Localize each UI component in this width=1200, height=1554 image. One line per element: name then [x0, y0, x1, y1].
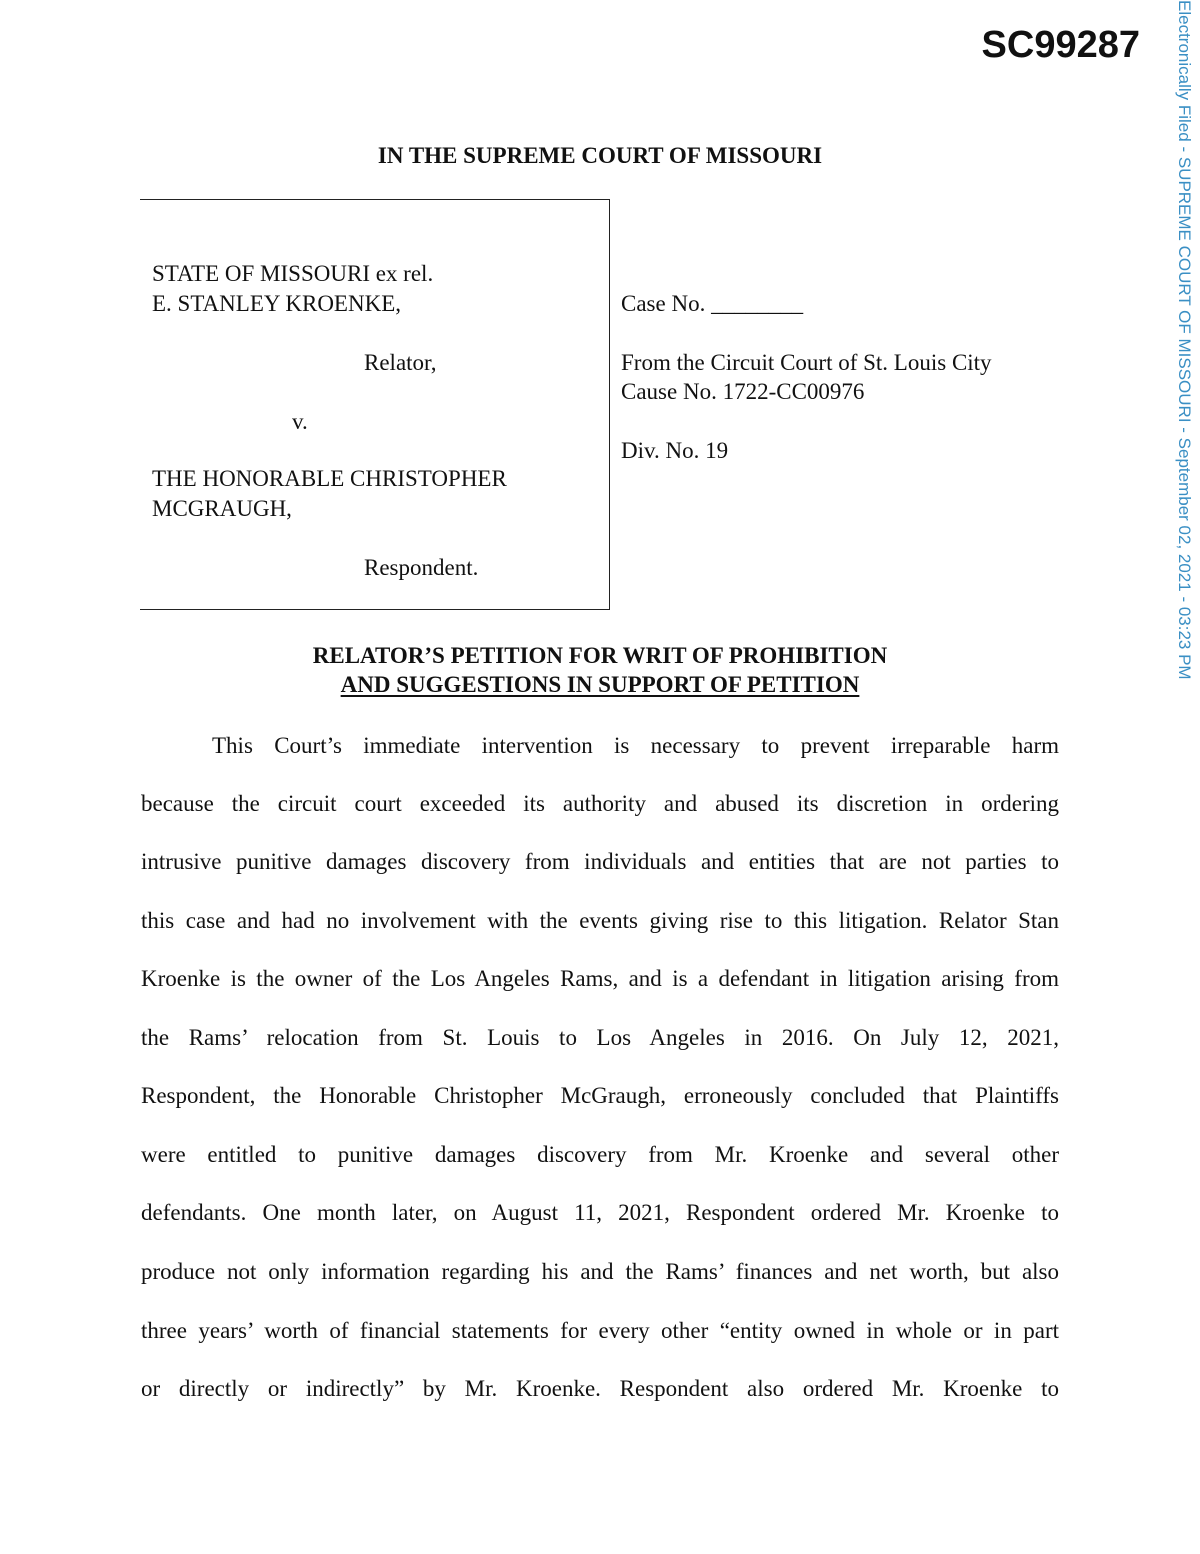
- relator-role: Relator,: [364, 350, 437, 375]
- body-line: intrusive punitive damages discovery from individuals and entities that are not parties to: [141, 849, 1059, 874]
- cause-no: Cause No. 1722-CC00976: [621, 379, 865, 404]
- document-heading-line2: AND SUGGESTIONS IN SUPPORT OF PETITION: [340, 672, 860, 697]
- body-line: this case and had no involvement with the events giving rise to this litigation. Relator Stan: [141, 908, 1059, 933]
- case-number-stamp: SC99287: [981, 24, 1140, 66]
- body-line: or directly or indirectly” by Mr. Kroenke. Respondent also ordered Mr. Kroenke to: [141, 1376, 1059, 1401]
- body-line: the Rams’ relocation from St. Louis to Los Angeles in 2016. On July 12, 2021,: [141, 1025, 1059, 1050]
- respondent-role: Respondent.: [364, 555, 479, 580]
- relator-name-line1: STATE OF MISSOURI ex rel.: [152, 261, 434, 286]
- body-line: because the circuit court exceeded its authority and abused its discretion in ordering: [141, 791, 1059, 816]
- respondent-name-line2: MCGRAUGH,: [152, 496, 292, 521]
- body-line: were entitled to punitive damages discovery from Mr. Kroenke and several other: [141, 1142, 1059, 1167]
- from-court: From the Circuit Court of St. Louis City: [621, 350, 992, 375]
- case-no: Case No. ________: [621, 291, 804, 316]
- document-heading-line1: RELATOR’S PETITION FOR WRIT OF PROHIBITION: [312, 643, 888, 668]
- division-no: Div. No. 19: [621, 438, 729, 463]
- efiling-stamp: Electronically Filed - SUPREME COURT OF MISSOURI - September 02, 2021 - 03:23 PM: [1175, 0, 1194, 680]
- relator-name-line2: E. STANLEY KROENKE,: [152, 291, 402, 316]
- body-line: Respondent, the Honorable Christopher McGraugh, erroneously concluded that Plaintiffs: [141, 1083, 1059, 1108]
- body-line: three years’ worth of financial statements for every other “entity owned in whole or in part: [141, 1318, 1059, 1343]
- body-line: Kroenke is the owner of the Los Angeles Rams, and is a defendant in litigation arising from: [141, 966, 1059, 991]
- respondent-name-line1: THE HONORABLE CHRISTOPHER: [152, 466, 507, 491]
- body-line: defendants. One month later, on August 11, 2021, Respondent ordered Mr. Kroenke to: [141, 1200, 1059, 1225]
- document-heading: [0, 641, 1200, 699]
- court-title: IN THE SUPREME COURT OF MISSOURI: [377, 143, 823, 168]
- body-line: produce not only information regarding his and the Rams’ finances and net worth, but also: [141, 1259, 1059, 1284]
- versus: v.: [292, 409, 308, 434]
- body-line: This Court’s immediate intervention is necessary to prevent irreparable harm: [212, 733, 1059, 758]
